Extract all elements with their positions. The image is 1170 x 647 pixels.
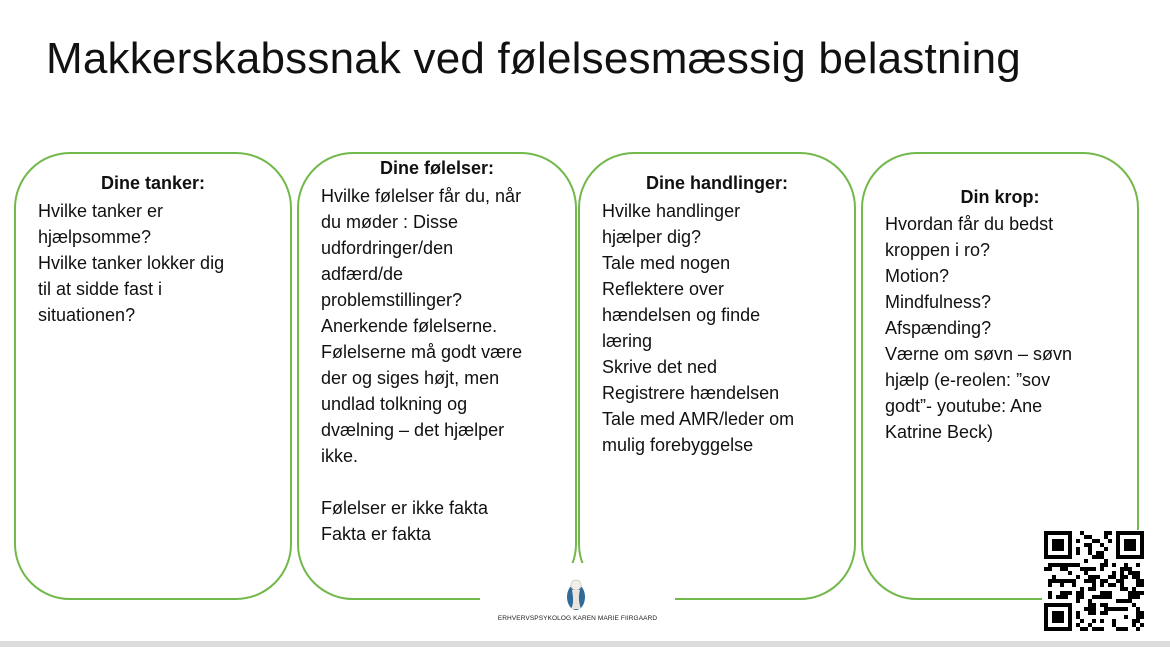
card-actions-body (602, 198, 840, 458)
list-item: Værne om søvn – søvn (885, 344, 1073, 364)
list-item: Hvordan får du bedst (885, 214, 1054, 234)
list-item: Følelser er ikke fakta (321, 498, 489, 518)
list-item: problemstillinger? (321, 290, 463, 310)
list-item: der og siges højt, men (321, 368, 500, 388)
card-thoughts (14, 152, 292, 600)
list-item: situationen? (38, 305, 136, 325)
card-thoughts-body (38, 198, 276, 328)
list-item: Hvilke tanker lokker dig (38, 253, 225, 273)
list-item: hjælp (e-reolen: ”sov (885, 370, 1051, 390)
list-item: Fakta er fakta (321, 524, 432, 544)
page-title: Makkerskabssnak ved følelsesmæssig belastning (46, 34, 1021, 83)
list-item: udfordringer/den (321, 238, 454, 258)
list-item: dvælning – det hjælper (321, 420, 505, 440)
logo-text: ERHVERVSPSYKOLOG KAREN MARIE FIIRGAARD (497, 615, 658, 622)
card-feelings-title: Dine følelser: (379, 158, 495, 178)
card-feelings (297, 152, 577, 600)
list-item: hjælper dig? (602, 227, 702, 247)
list-item: adfærd/de (321, 264, 404, 284)
card-body-list (885, 211, 1123, 445)
list-item: Tale med nogen (602, 253, 731, 273)
card-actions (578, 152, 856, 600)
card-feelings-body (321, 183, 561, 547)
list-item: ikke. (321, 446, 359, 466)
list-item: hjælpsomme? (38, 227, 152, 247)
list-item: Hvilke handlinger (602, 201, 741, 221)
logo-mark-icon (564, 577, 588, 611)
list-item: til at sidde fast i (38, 279, 163, 299)
list-item: undlad tolkning og (321, 394, 468, 414)
list-item: mulig forebyggelse (602, 435, 754, 455)
list-item: Registrere hændelsen (602, 383, 780, 403)
list-item: Motion? (885, 266, 950, 286)
list-item: læring (602, 331, 653, 351)
list-item: godt”- youtube: Ane (885, 396, 1043, 416)
logo (480, 563, 675, 641)
list-item: Afspænding? (885, 318, 992, 338)
bottom-strip (0, 641, 1170, 647)
list-item: Mindfulness? (885, 292, 992, 312)
list-item: Katrine Beck) (885, 422, 994, 442)
list-item: Tale med AMR/leder om (602, 409, 795, 429)
list-item: Reflektere over (602, 279, 725, 299)
qr-code-icon (1042, 530, 1146, 637)
list-item: hændelsen og finde (602, 305, 761, 325)
card-actions-title: Dine handlinger: (645, 173, 788, 193)
list-item: Skrive det ned (602, 357, 718, 377)
list-item: kroppen i ro? (885, 240, 991, 260)
list-item: Hvilke følelser får du, når (321, 186, 522, 206)
list-item: du møder : Disse (321, 212, 459, 232)
list-item: Følelserne må godt være (321, 342, 523, 362)
card-body-title: Din krop: (960, 187, 1040, 207)
spacer (321, 469, 561, 495)
card-thoughts-title: Dine tanker: (100, 173, 206, 193)
list-item: Anerkende følelserne. (321, 316, 498, 336)
list-item: Hvilke tanker er (38, 201, 164, 221)
